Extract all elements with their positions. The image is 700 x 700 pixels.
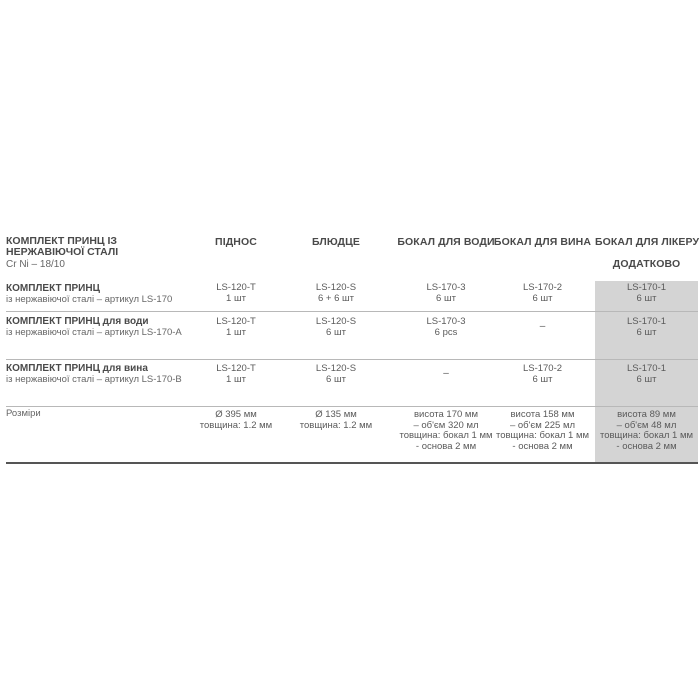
column-header-tray: ПІДНОС	[215, 236, 257, 248]
row-divider	[6, 406, 698, 407]
table-cell: LS-170-3 6 pcs	[426, 316, 466, 338]
table-cell: висота 170 мм – об'єм 320 мл товщина: бокал 1 мм - основа 2 мм	[399, 409, 493, 452]
empty-cell-dash: –	[539, 321, 546, 332]
row-desc: із нержавіючої сталі – артикул LS-170-B	[6, 373, 182, 385]
table-cell: LS-170-1 6 шт	[626, 363, 667, 385]
table-cell: LS-120-T 1 шт	[216, 363, 256, 385]
table-cell: LS-120-S 6 шт	[315, 363, 357, 385]
table-cell: LS-170-1 6 шт	[626, 316, 667, 338]
row-divider	[6, 359, 698, 360]
table-cell: LS-170-1 6 шт	[626, 282, 667, 304]
table-title: КОМПЛЕКТ ПРИНЦ ІЗ НЕРЖАВІЮЧОЇ СТАЛІ	[6, 235, 119, 258]
table-cell: LS-120-T 1 шт	[216, 282, 256, 304]
table-cell: LS-170-2 6 шт	[522, 282, 563, 304]
table-cell: LS-120-T 1 шт	[216, 316, 256, 338]
table-bottom-border	[6, 462, 698, 464]
table-row-label	[6, 317, 182, 338]
row-name: КОМПЛЕКТ ПРИНЦ	[6, 283, 100, 294]
table-cell: LS-170-2 6 шт	[522, 363, 563, 385]
column-header-liqueur-glass: БОКАЛ ДЛЯ ЛІКЕРУ	[595, 236, 700, 248]
table-cell: висота 158 мм – об'єм 225 мл товщина: бокал 1 мм - основа 2 мм	[495, 409, 590, 452]
column-header-water-glass: БОКАЛ ДЛЯ ВОДИ	[397, 236, 495, 248]
table-row-label	[6, 364, 182, 385]
table-cell: Ø 135 мм товщина: 1.2 мм	[299, 409, 373, 431]
column-header-saucer: БЛЮДЦЕ	[312, 236, 360, 248]
table-cell: LS-120-S 6 + 6 шт	[315, 282, 357, 304]
row-desc: із нержавіючої сталі – артикул LS-170	[6, 293, 173, 305]
table-row-label	[6, 409, 182, 420]
table-row-label	[6, 284, 182, 305]
row-name: Розміри	[6, 408, 41, 419]
row-divider	[6, 311, 698, 312]
row-name: КОМПЛЕКТ ПРИНЦ для води	[6, 316, 149, 327]
column-header-wine-glass: БОКАЛ ДЛЯ ВИНА	[493, 236, 592, 248]
empty-cell-dash: –	[443, 368, 449, 379]
table-cell: LS-170-3 6 шт	[426, 282, 466, 304]
table-cell: висота 89 мм – об'єм 48 мл товщина: бокал 1 мм - основа 2 мм	[599, 409, 694, 452]
row-desc: із нержавіючої сталі – артикул LS-170-A	[6, 326, 182, 338]
table-subtitle: Cr Ni – 18/10	[6, 259, 65, 270]
extra-label: ДОДАТКОВО	[612, 258, 681, 270]
table-cell: Ø 395 мм товщина: 1.2 мм	[199, 409, 273, 431]
spec-table	[6, 232, 698, 466]
table-cell: LS-120-S 6 шт	[315, 316, 357, 338]
row-name: КОМПЛЕКТ ПРИНЦ для вина	[6, 363, 148, 374]
